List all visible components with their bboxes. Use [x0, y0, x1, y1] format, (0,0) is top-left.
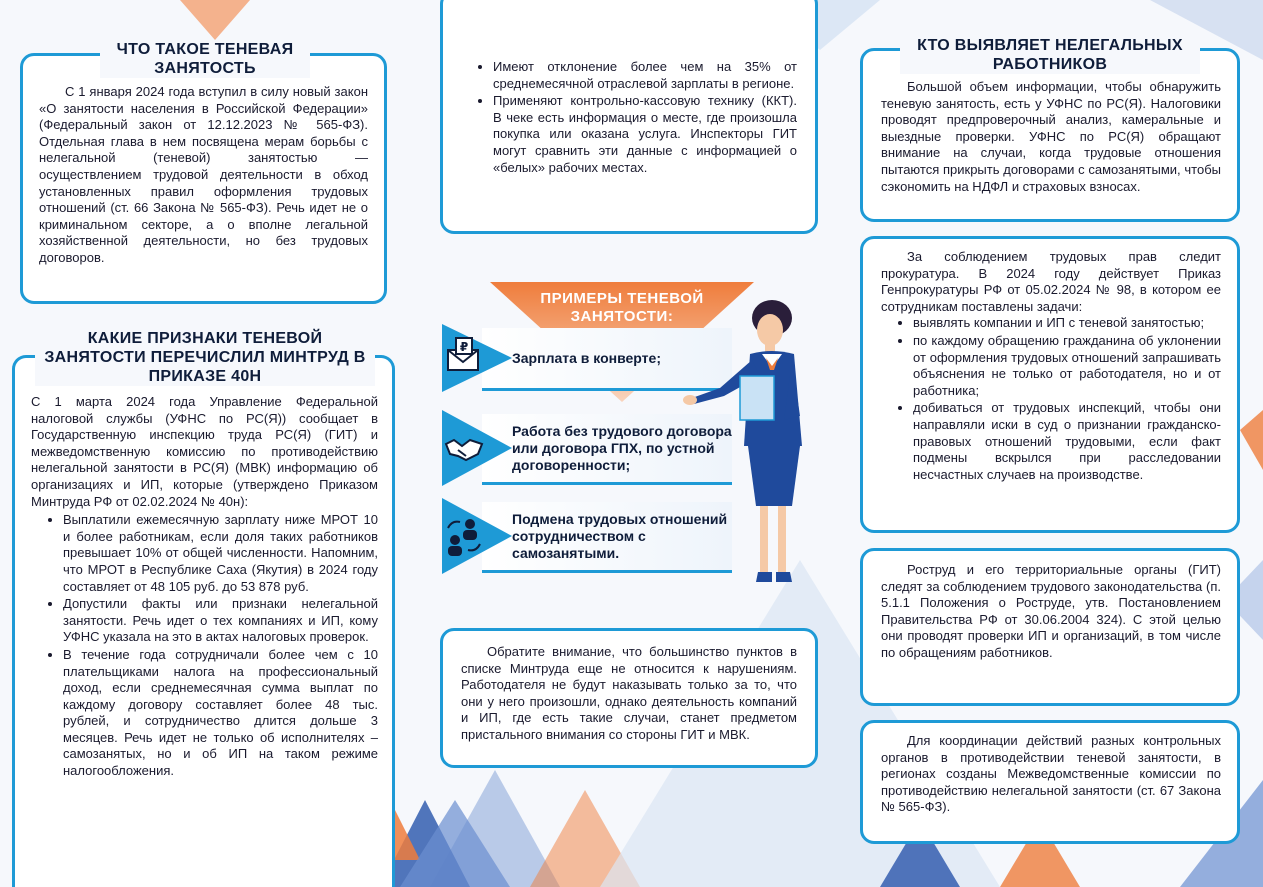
prosecutor-tasks-list [881, 315, 1221, 483]
section-title-mintrud-signs: КАКИЕ ПРИЗНАКИ ТЕНЕВОЙ ЗАНЯТОСТИ ПЕРЕЧИСЛИЛ МИНТРУД В ПРИКАЗЕ 40Н [35, 329, 375, 386]
list-item: • выявлять компании и ИП с теневой занятостью; [913, 315, 1221, 332]
signs-continued-box [440, 0, 818, 234]
definition-text: С 1 января 2024 года вступил в силу новый закон «О занятости населения в Российской Федерации» (Федеральный закон от 12.12.2023 № 565-ФЗ). Отдельная глава в нем посвящена мерам борьбы с нелегальной (теневой) занятостью — осуществлением трудовой деятельности в обход установленных правил оформления трудовых отношений (ст. 66 Закона № 565-ФЗ). Речь идет не о криминальном секторе, а о вполне легальной хозяйственной деятельности, но без трудовых договоров. [39, 84, 368, 265]
list-item: • В течение года сотрудничали более чем с 10 плательщиками налога на профессиональный доход, если среднемесячная сумма выплат по каждому договору составляет более 48 тыс. рублей, и сотрудничество длится дольше 3 месяцев. Речь идет не только об исполнителях – самозанятых, но и об ИП на таком режиме налогообложения. [63, 647, 378, 780]
definition-box [20, 53, 387, 304]
list-item: • по каждому обращению гражданина об уклонении от оформления трудовых отношений запрашивать объяснения не только от работодателя, но и от работника; [913, 333, 1221, 399]
mintrud-intro-text: С 1 марта 2024 года Управление Федеральной налоговой службы (УФНС по РС(Я)) сообщает в Государственную инспекцию труда РС(Я) (ГИТ) и межведомственную комиссию по противодействию нелегальной занятости в РС(Я) (МВК) информацию об организациях и ИП, которые (утверждено Приказом Минтруда РФ от 02.02.2024 № 40н): [31, 394, 378, 509]
handshake-icon [444, 428, 484, 468]
example-label: Работа без трудового договора или договора ГПХ, по устной договоренности; [512, 422, 732, 473]
mintrud-signs-list [31, 512, 378, 780]
commission-text: Для координации действий разных контрольных органов в противодействии теневой занятости, в регионах созданы Межведомственные комиссии по противодействию нелегальной занятости (ст. 67 Закона № 565-ФЗ). [881, 733, 1221, 815]
section-title-who-detects: КТО ВЫЯВЛЯЕТ НЕЛЕГАЛЬНЫХ РАБОТНИКОВ [900, 36, 1200, 74]
commission-box [860, 720, 1240, 844]
mintrud-signs-box [12, 355, 395, 887]
prosecutor-intro-text: За соблюдением трудовых прав следит прокуратура. В 2024 году действует Приказ Генпрокуратуры РФ от 05.02.2024 № 98, в котором ее сотрудникам поставлены задачи: [881, 249, 1221, 314]
list-item: • Допустили факты или признаки нелегальной занятости. Речь идет о тех компаниях и ИП, кому УФНС указала на это в актах налоговых проверок. [63, 596, 378, 646]
prosecutor-box [860, 236, 1240, 533]
example-label: Подмена трудовых отношений сотрудничеством с самозанятыми. [512, 510, 728, 561]
signs-continued-list [461, 59, 797, 176]
list-item: • Применяют контрольно-кассовую технику (ККТ). В чеке есть информация о месте, где произошла покупка или оказана услуга. Инспекторы ГИТ могут сравнить эти данные с информацией о «белых» рабочих местах. [493, 93, 797, 176]
list-item: • Выплатили ежемесячную зарплату ниже МРОТ 10 и более работникам, если доля таких работников превышает 10% от общей численности. Напомним, что МРОТ в Республике Саха (Якутия) в 2024 году составляет от 48 105 руб. до 53 878 руб. [63, 512, 378, 595]
example-label: Зарплата в конверте; [512, 349, 661, 366]
businesswoman-illustration [680, 296, 830, 596]
attention-note-text: Обратите внимание, что большинство пунктов в списке Минтруда еще не относится к нарушениям. Работодателя не будут наказывать только за то, что они у него произошли, однако деятельность компаний и ИП, где есть такие случаи, станет предметом пристального внимания со стороны ГИТ и МВК. [461, 644, 797, 742]
list-item: • Имеют отклонение более чем на 35% от среднемесячной отраслевой зарплаты в регионе. [493, 59, 797, 92]
examples-title: ПРИМЕРЫ ТЕНЕВОЙ ЗАНЯТОСТИ: [540, 290, 704, 325]
tax-service-text: Большой объем информации, чтобы обнаружить теневую занятость, есть у УФНС по РС(Я). Налоговики проводят предпроверочный анализ, камеральные и выездные проверки. УФНС по РС(Я) обращают внимание на случаи, когда трудовые отношения пытаются прикрыть договорами с самозанятыми, чтобы сэкономить на НДФЛ и страховых взносах. [881, 79, 1221, 194]
rostrud-box [860, 548, 1240, 706]
tax-service-box [860, 48, 1240, 222]
list-item: • добиваться от трудовых инспекций, чтобы они направляли иски в суд о признании гражданско-правовых отношений трудовыми, если факт подмены вскрылся при расследовании несчастных случаев на производстве. [913, 400, 1221, 483]
envelope-ruble-icon [444, 336, 484, 376]
section-title-shadow-employment: ЧТО ТАКОЕ ТЕНЕВАЯ ЗАНЯТОСТЬ [100, 40, 310, 78]
rostrud-text: Роструд и его территориальные органы (ГИТ) следят за соблюдением трудового законодательства (п. 5.1.1 Положения о Роструде, утв. Постановлением Правительства РФ от 30.06.2004 324). С этой целью они проводят проверки ИП и организаций, в том числе по обращениям работников. [881, 562, 1221, 660]
attention-note-box [440, 628, 818, 768]
svg-text:₽: ₽ [459, 340, 469, 354]
people-exchange-icon [444, 516, 484, 556]
